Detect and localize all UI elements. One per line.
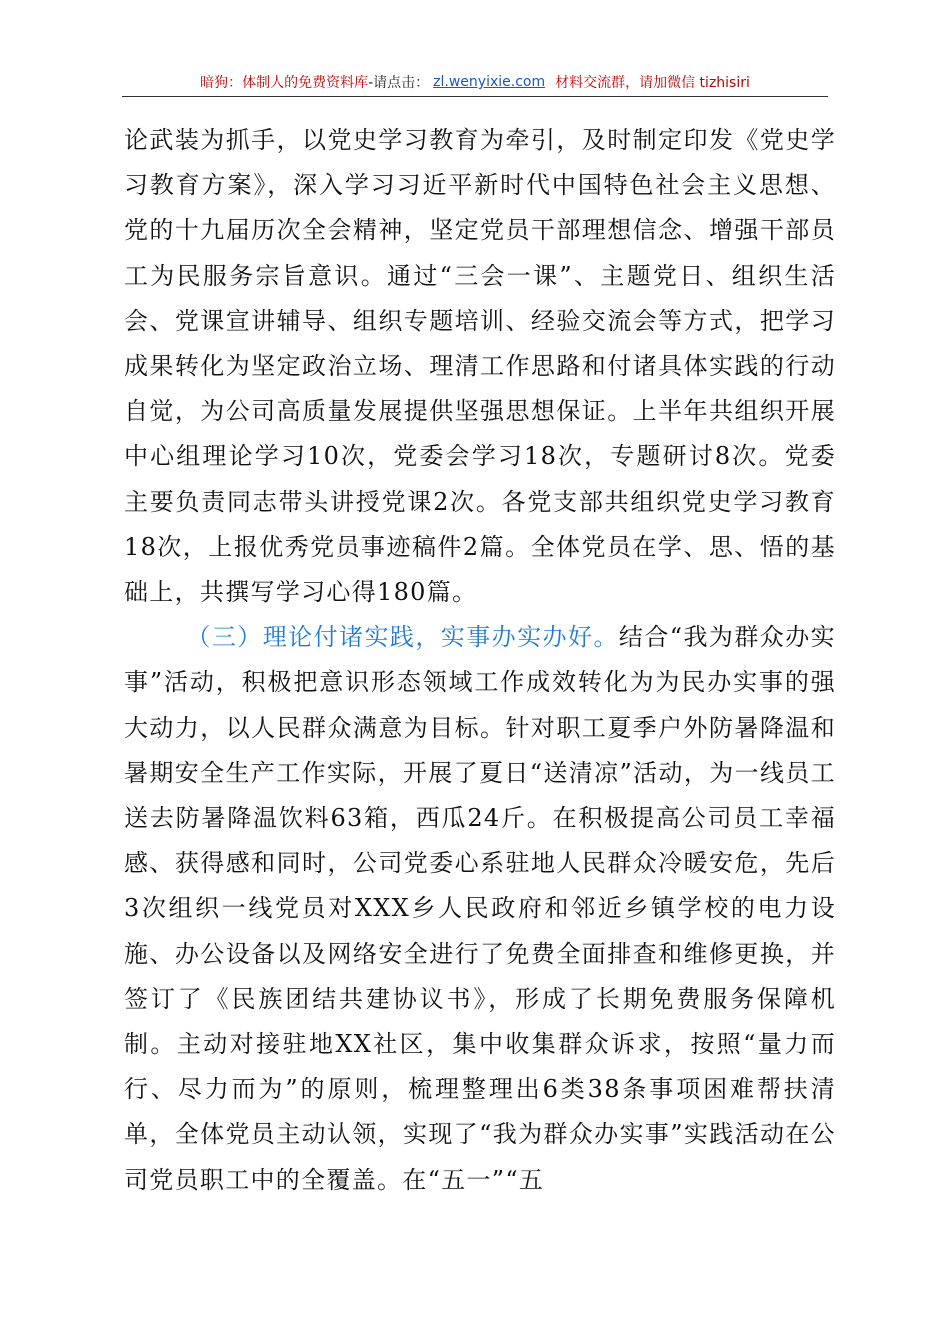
header-contact: 材料交流群，请加微信 tizhisiri	[555, 75, 750, 91]
paragraph-practice	[124, 615, 836, 1203]
header-click-prompt: -请点击：	[368, 75, 430, 91]
header-promo: 暗狗：体制人的免费资料库	[200, 75, 369, 91]
page-header	[124, 70, 826, 94]
paragraph-practice-text: 结合“我为群众办实事”活动，积极把意识形态领域工作成效转化为为民办实事的强大动力，以人民群众满意为目标。针对职工夏季户外防暑降温和暑期安全生产工作实际，开展了夏日“送清凉”活动，为一线员工送去防暑降温饮料63箱，西瓜24斤。在积极提高公司员工幸福感、获得感和同时，公司党委心系驻地人民群众冷暖安危，先后3次组织一线党员对XXX乡人民政府和邻近乡镇学校的电力设施、办公设备以及网络安全进行了免费全面排查和维修更换，并签订了《民族团结共建协议书》，形成了长期免费服务保障机制。主动对接驻地XX社区，集中收集群众诉求，按照“量力而行、尽力而为”的原则，梳理整理出6类38条事项困难帮扶清单，全体党员主动认领，实现了“我为群众办实事”实践活动在公司党员职工中的全覆盖。在“五一”“五	[124, 623, 836, 1194]
header-link[interactable]: zl.wenyixie.com	[433, 74, 546, 90]
header-divider	[122, 96, 828, 97]
document-body	[124, 118, 836, 1203]
paragraph-study: 论武装为抓手，以党史学习教育为牵引，及时制定印发《党史学习教育方案》，深入学习习近平新时代中国特色社会主义思想、党的十九届历次全会精神，坚定党员干部理想信念、增强干部员工为民服务宗旨意识。通过“三会一课”、主题党日、组织生活会、党课宣讲辅导、组织专题培训、经验交流会等方式，把学习成果转化为坚定政治立场、理清工作思路和付诸具体实践的行动自觉，为公司高质量发展提供坚强思想保证。上半年共组织开展中心组理论学习10次，党委会学习18次，专题研讨8次。党委主要负责同志带头讲授党课2次。各党支部共组织党史学习教育18次，上报优秀党员事迹稿件2篇。全体党员在学、思、悟的基础上，共撰写学习心得180篇。	[124, 126, 836, 607]
section-heading: （三）理论付诸实践，实事办实办好。	[186, 623, 619, 652]
